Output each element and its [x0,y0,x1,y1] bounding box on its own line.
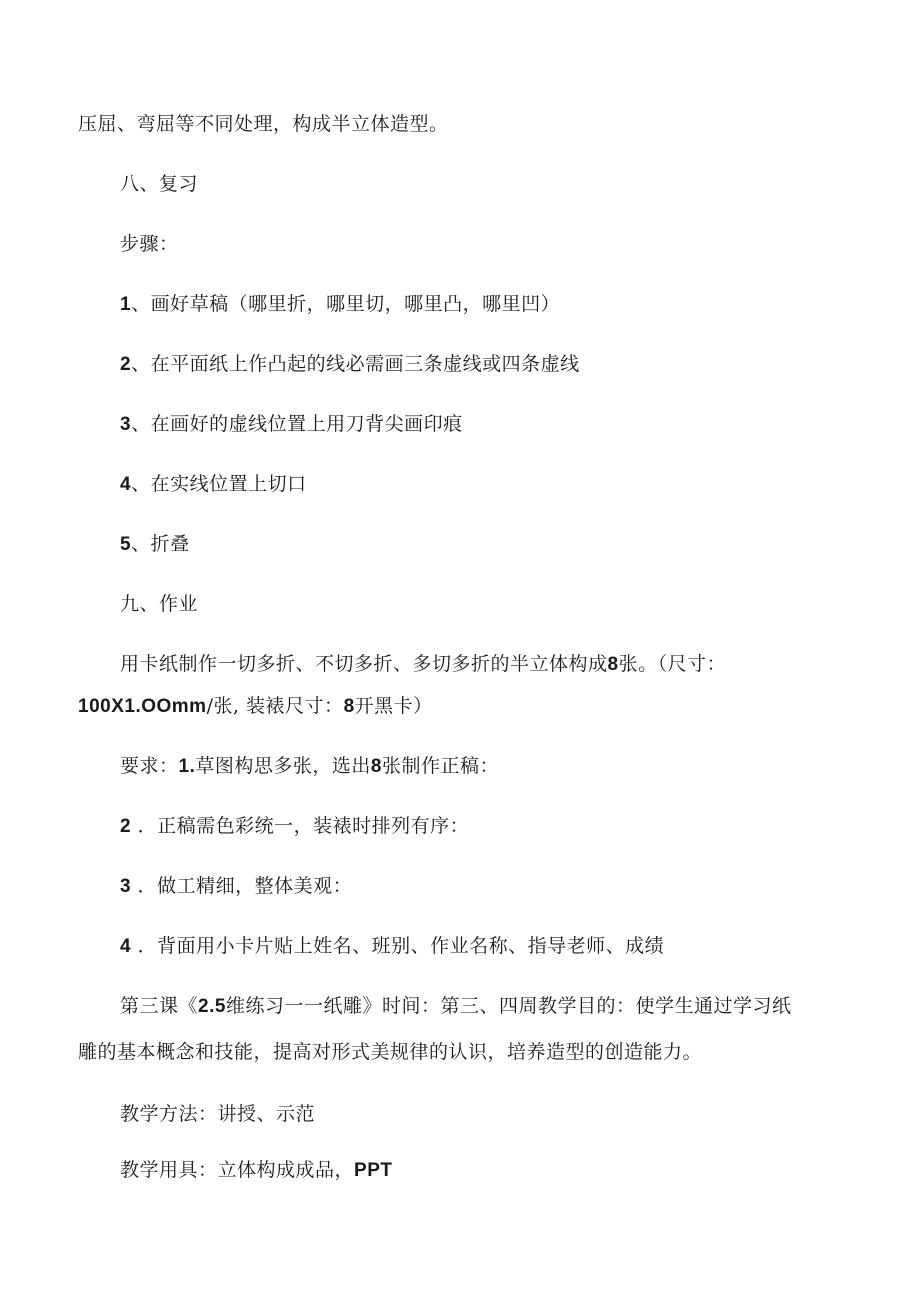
step-number: 1 [120,294,132,315]
step-number: 4 [120,474,132,495]
section-heading-review [120,171,198,197]
text: 第三课《 [120,995,199,1017]
text: 用卡纸制作一切多折、不切多折、多切多折的半立体构成 [120,653,608,675]
number: 8 [607,654,619,675]
text: /张, 装裱尺寸： [206,695,344,717]
steps-label [120,231,179,257]
step-item-3 [120,411,463,438]
step-item-2 [120,351,580,378]
requirement-2 [120,813,469,840]
teaching-method [120,1101,315,1127]
paragraph-continuation [78,111,449,137]
text: 压屈、弯屈等不同处理，构成半立体造型。 [78,113,449,135]
text: 要求： [120,755,179,777]
text: 八、复习 [120,173,199,195]
number: 8 [343,696,355,717]
text: 教学用具：立体构成成品， [120,1159,355,1181]
text: 张。（尺寸： [618,653,727,675]
homework-line-2 [78,693,433,720]
requirement-text: ．正稿需色彩统一，装裱时排列有序： [137,815,470,837]
requirement-number: 3 [120,876,132,897]
step-text: 、在平面纸上作凸起的线必需画三条虚线或四条虚线 [131,353,580,375]
number: 8 [370,756,382,777]
section-heading-homework [120,591,198,617]
step-text: 、在实线位置上切口 [131,473,307,495]
step-item-1 [120,291,560,318]
requirement-number: 4 [120,936,132,957]
step-number: 5 [120,534,132,555]
number: 1. [178,756,196,777]
homework-line-1 [120,651,726,678]
number: 2.5 [198,996,226,1017]
text: 草图构思多张，选出 [195,755,371,777]
lesson-three-line-1 [120,993,791,1020]
step-number: 2 [120,354,132,375]
step-item-4 [120,471,307,498]
text: 张制作正稿： [381,755,499,777]
size-value: 100X1.OOmm [78,696,207,717]
requirement-text: ．背面用小卡片贴上姓名、班别、作业名称、指导老师、成绩 [137,935,665,957]
step-text: 、在画好的虚线位置上用刀背尖画印痕 [131,413,463,435]
text: 雕的基本概念和技能，提高对形式美规律的认识，培养造型的创造能力。 [78,1041,703,1063]
requirement-1 [120,753,499,780]
requirement-4 [120,933,664,960]
requirement-text: ．做工精细，整体美观： [137,875,353,897]
step-text: 、画好草稿（哪里折，哪里切，哪里凸，哪里凹） [131,293,561,315]
text: 维练习一一纸雕》时间：第三、四周教学目的：使学生通过学习纸 [225,995,792,1017]
text: 步骤： [120,233,179,255]
ppt-label: PPT [354,1160,393,1181]
text: 教学方法：讲授、示范 [120,1103,316,1125]
text: 开黑卡） [354,695,433,717]
step-text: 、折叠 [131,533,190,555]
step-item-5 [120,531,190,558]
requirement-3 [120,873,352,900]
lesson-three-line-2 [78,1039,702,1065]
text: 九、作业 [120,593,199,615]
teaching-tools [120,1157,392,1184]
step-number: 3 [120,414,132,435]
requirement-number: 2 [120,816,132,837]
